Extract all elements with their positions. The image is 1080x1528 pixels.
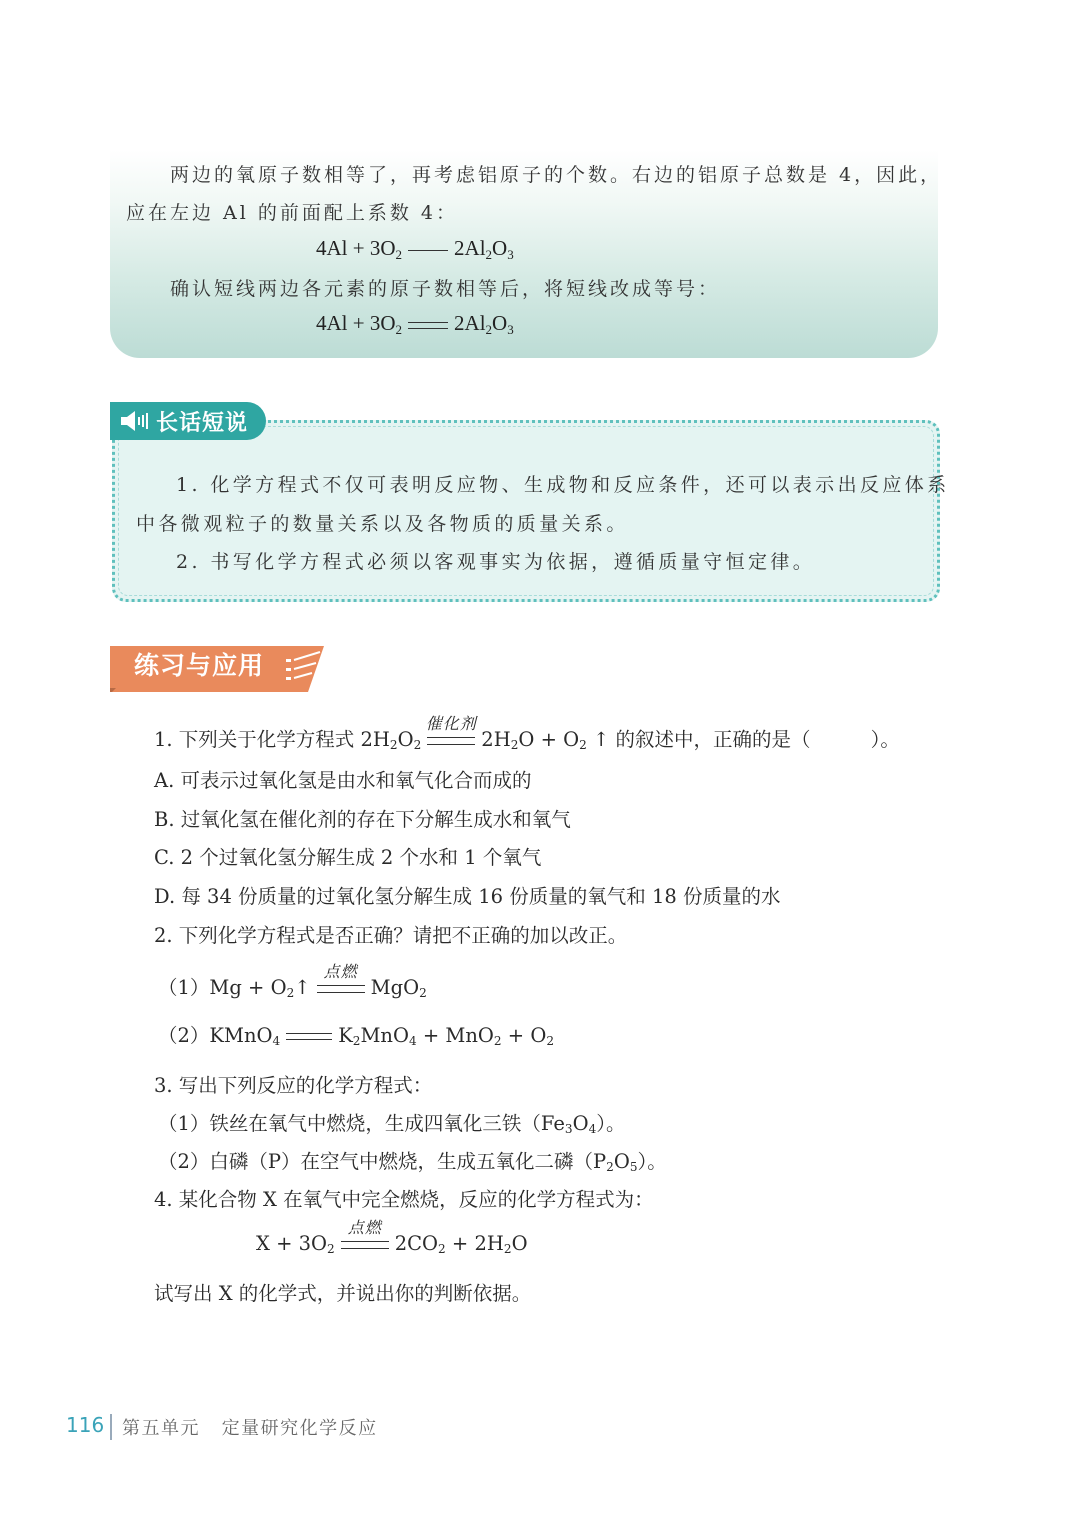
- question-3-item-2: （2）白磷（P）在空气中燃烧，生成五氧化二磷（P2O5）。: [158, 1150, 667, 1175]
- question-3-item-1: （1）铁丝在氧气中燃烧，生成四氧化三铁（Fe3O4）。: [158, 1112, 626, 1137]
- option-d: D. 每 34 份质量的过氧化氢分解生成 16 份质量的氧气和 18 份质量的水: [154, 885, 781, 908]
- reaction-condition: 点燃: [341, 1241, 389, 1249]
- page-number: 116: [66, 1413, 105, 1437]
- reaction-condition: 催化剂: [427, 737, 475, 745]
- question-1: 1. 下列关于化学方程式 2H2O2 催化剂 2H2O + O2 ↑ 的叙述中，正确的是（ ）。: [154, 713, 900, 753]
- equals-sign: [408, 322, 448, 329]
- example-line-3: 确认短线两边各元素的原子数相等后，将短线改成等号：: [170, 278, 721, 300]
- equals-sign: [286, 1033, 332, 1040]
- question-4-tail: 试写出 X 的化学式，并说出你的判断依据。: [154, 1282, 532, 1305]
- option-a: A. 可表示过氧化氢是由水和氧气化合而成的: [154, 769, 532, 792]
- speaker-icon: [120, 410, 150, 432]
- summary-line-1: 1. 化学方程式不仅可表明反应物、生成物和反应条件，还可以表示出反应体系: [176, 474, 950, 496]
- option-c: C. 2 个过氧化氢分解生成 2 个水和 1 个氧气: [154, 846, 542, 869]
- practice-title: 练习与应用: [134, 651, 265, 680]
- reaction-condition: 点燃: [317, 985, 365, 993]
- summary-header: [110, 402, 266, 440]
- chapter-title: 第五单元 定量研究化学反应: [122, 1418, 378, 1439]
- question-4: 4. 某化合物 X 在氧气中完全燃烧，反应的化学方程式为：: [154, 1188, 654, 1211]
- question-2-item-2: （2）KMnO4 K2MnO4 + MnO2 + O2: [158, 1024, 555, 1049]
- equation-balanced: 4Al + 3O2 2Al2O3: [316, 311, 514, 337]
- footer-separator: [110, 1414, 112, 1440]
- option-b: B. 过氧化氢在催化剂的存在下分解生成水和氧气: [154, 808, 571, 831]
- equation-unbalanced: 4Al + 3O2 2Al2O3: [316, 236, 514, 262]
- example-line-2: 应在左边 Al 的前面配上系数 4：: [126, 202, 459, 224]
- summary-line-3: 2. 书写化学方程式必须以客观事实为依据，遵循质量守恒定律。: [176, 551, 816, 573]
- equation-dash: [408, 250, 448, 251]
- question-2-item-1: （1）Mg + O2↑ 点燃 MgO2: [158, 961, 427, 1001]
- summary-line-2: 中各微观粒子的数量关系以及各物质的质量关系。: [136, 513, 629, 535]
- question-3: 3. 写出下列反应的化学方程式：: [154, 1074, 433, 1097]
- question-4-equation: X + 3O2 点燃 2CO2 + 2H2O: [256, 1217, 528, 1257]
- question-2: 2. 下列化学方程式是否正确？请把不正确的加以改正。: [154, 924, 628, 947]
- summary-title: 长话短说: [156, 410, 249, 436]
- example-line-1: 两边的氧原子数相等了，再考虑铝原子的个数。右边的铝原子总数是 4，因此，: [170, 164, 943, 186]
